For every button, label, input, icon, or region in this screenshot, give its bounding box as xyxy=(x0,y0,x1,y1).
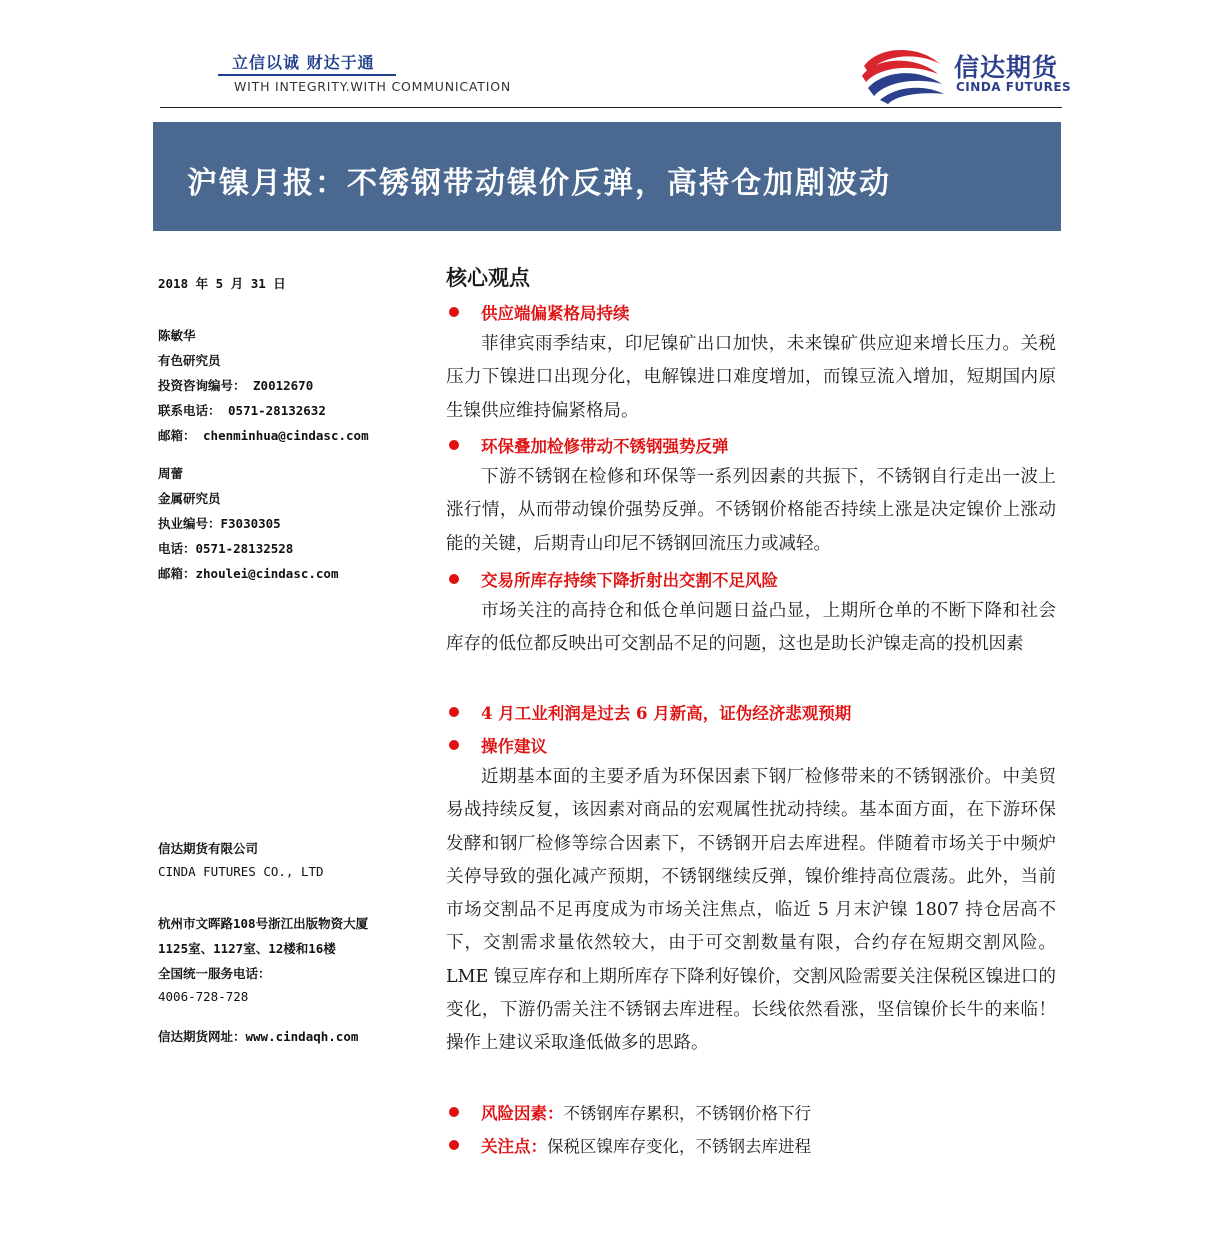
analyst2-name: 周蕾 xyxy=(158,466,184,481)
bullet-dot-icon xyxy=(449,440,459,450)
analyst2-role: 金属研究员 xyxy=(158,491,221,506)
bullet-focus xyxy=(446,1133,1061,1157)
company-website: 信达期货网址：www.cindaqh.com xyxy=(158,1029,359,1044)
analyst2-email: 邮箱：zhoulei@cindasc.com xyxy=(158,566,339,581)
header-slogan: 立信以诚 财达于通 xyxy=(232,53,375,72)
bullet-focus-line xyxy=(481,1133,811,1157)
focus-text: 保税区镍库存变化，不锈钢去库进程 xyxy=(547,1137,811,1156)
bullet-supply xyxy=(446,300,1061,324)
analyst1-role: 有色研究员 xyxy=(158,353,221,368)
company-address-line2: 1125室、1127室、12楼和16楼 xyxy=(158,941,336,956)
bullet-inventory xyxy=(446,567,1061,591)
bullet-dot-icon xyxy=(449,740,459,750)
hotline-label: 全国统一服务电话： xyxy=(158,966,271,981)
bullet-profit xyxy=(446,700,1061,724)
bullet-dot-icon xyxy=(449,307,459,317)
paragraph-supply: 菲律宾雨季结束，印尼镍矿出口加快，未来镍矿供应迎来增长压力。关税压力下镍进口出现分化，电解镍进口难度增加，而镍豆流入增加，短期国内原生镍供应维持偏紧格局。 xyxy=(446,334,1056,421)
focus-label: 关注点： xyxy=(481,1137,547,1156)
bullet-stainless xyxy=(446,433,1061,457)
title-banner xyxy=(153,122,1061,231)
bullet-risk-line xyxy=(481,1100,811,1124)
section-title: 核心观点 xyxy=(446,265,530,290)
paragraph-advice: 近期基本面的主要矛盾为环保因素下钢厂检修带来的不锈钢涨价。中美贸易战持续反复，该因素对商品的宏观属性扰动持续。基本面方面，在下游环保发酵和钢厂检修等综合因素下，不锈钢开启去库进程。伴随着市场关于中频炉关停导致的强化减产预期，不锈钢继续反弹，镍价维持高位震荡。此外，当前市场交割品不足再度成为市场关注焦点，临近 5 月末沪镍 1807 持仓居高不下，交割需求量依然较大，由于可交割数量有限，合约存在短期交割风险。LME 镍豆库存和上期所库存下降利好镍价，交割风险需要关注保税区镍进口的变化，下游仍需关注不锈钢去库进程。长线依然看涨，坚信镍价长牛的来临！操作上建议采取逢低做多的思路。 xyxy=(446,767,1056,1054)
bullet-advice xyxy=(446,733,1061,757)
risk-text: 不锈钢库存累积，不锈钢价格下行 xyxy=(563,1104,811,1123)
paragraph-inventory: 市场关注的高持仓和低仓单问题日益凸显，上期所仓单的不断下降和社会库存的低位都反映出可交割品不足的问题，这也是助长沪镍走高的投机因素 xyxy=(446,601,1056,655)
bullet-dot-icon xyxy=(449,574,459,584)
cinda-swoosh-icon xyxy=(858,44,948,104)
analyst1-name: 陈敏华 xyxy=(158,328,196,343)
bullet-heading: 供应端偏紧格局持续 xyxy=(481,304,630,323)
bullet-heading: 交易所库存持续下降折射出交割不足风险 xyxy=(481,571,778,590)
analyst1-email: 邮箱： chenminhua@cindasc.com xyxy=(158,428,369,443)
company-name-cn: 信达期货有限公司 xyxy=(158,841,259,856)
analyst1-license: 投资咨询编号： Z0012670 xyxy=(158,378,314,393)
hotline-number: 4006-728-728 xyxy=(158,989,249,1004)
slogan-underline xyxy=(218,74,396,76)
bullet-dot-icon xyxy=(449,1140,459,1150)
analyst2-license: 执业编号：F3030305 xyxy=(158,516,281,531)
report-date: 2018 年 5 月 31 日 xyxy=(158,276,286,291)
risk-label: 风险因素： xyxy=(481,1104,564,1123)
cinda-logo xyxy=(858,44,1088,104)
bullet-heading: 4 月工业利润是过去 6 月新高，证伪经济悲观预期 xyxy=(481,704,852,723)
company-address-line1: 杭州市文晖路108号浙江出版物资大厦 xyxy=(158,916,369,931)
bullet-risk xyxy=(446,1100,1061,1124)
bullet-heading: 操作建议 xyxy=(481,737,547,756)
bullet-dot-icon xyxy=(449,707,459,717)
paragraph-stainless: 下游不锈钢在检修和环保等一系列因素的共振下，不锈钢自行走出一波上涨行情，从而带动镍价强势反弹。不锈钢价格能否持续上涨是决定镍价上涨动能的关键，后期青山印尼不锈钢回流压力或减轻。 xyxy=(446,467,1056,554)
report-title: 沪镍月报：不锈钢带动镍价反弹，高持仓加剧波动 xyxy=(187,166,891,201)
bullet-heading: 环保叠加检修带动不锈钢强势反弹 xyxy=(481,437,729,456)
header-divider xyxy=(160,107,1062,108)
header-slogan-en: WITH INTEGRITY.WITH COMMUNICATION xyxy=(234,79,511,94)
logo-chinese-name: 信达期货 xyxy=(954,53,1059,82)
logo-english-name: CINDA FUTURES xyxy=(956,80,1072,94)
analyst2-phone: 电话：0571-28132528 xyxy=(158,541,294,556)
company-name-en: CINDA FUTURES CO., LTD xyxy=(158,864,324,879)
analyst1-phone: 联系电话： 0571-28132632 xyxy=(158,403,326,418)
bullet-dot-icon xyxy=(449,1107,459,1117)
